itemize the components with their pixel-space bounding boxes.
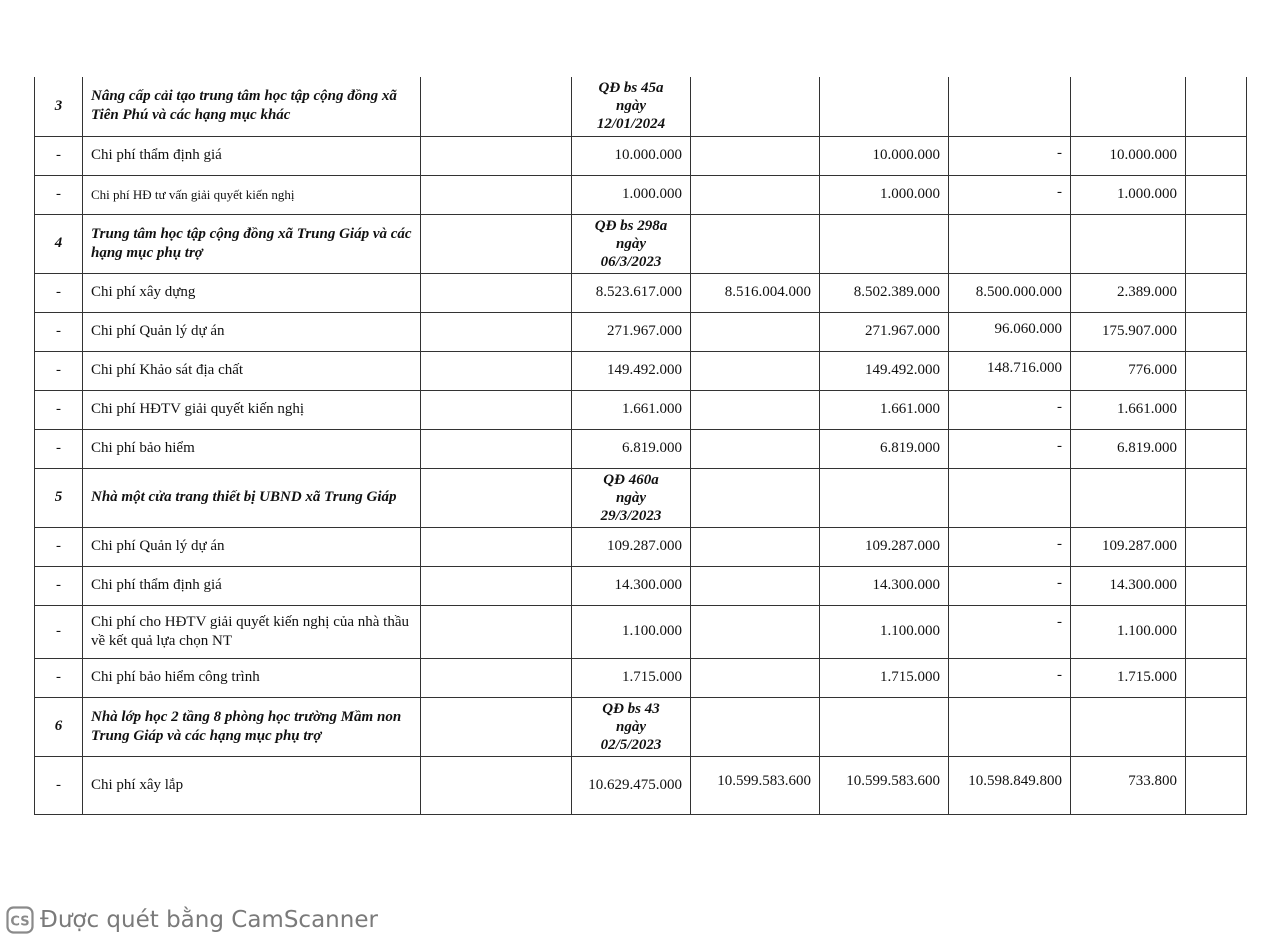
value-col-4: 148.716.000 [949, 351, 1071, 390]
row-stt: - [35, 273, 83, 312]
decision-ref: QĐ bs 45a ngày 12/01/2024 [572, 77, 691, 136]
row-item-name: Chi phí xây lắp [83, 756, 421, 814]
table-row [35, 429, 1247, 468]
table-row [35, 77, 1247, 136]
value-col-4: - [949, 527, 1071, 566]
value-col-4: - [949, 605, 1071, 658]
value-col-3: 10.599.583.600 [820, 756, 949, 814]
row-item-name: Nâng cấp cải tạo trung tâm học tập cộng đồng xã Tiên Phú và các hạng mục khác [83, 77, 421, 136]
row-stt: - [35, 312, 83, 351]
value-col-4: - [949, 658, 1071, 697]
row-stt: - [35, 390, 83, 429]
value-col-1: 1.000.000 [572, 175, 691, 214]
table-row [35, 605, 1247, 658]
value-col-3: 10.000.000 [820, 136, 949, 175]
value-col-3: 149.492.000 [820, 351, 949, 390]
table-row [35, 658, 1247, 697]
value-col-3: 1.100.000 [820, 605, 949, 658]
value-col-3: 109.287.000 [820, 527, 949, 566]
row-stt: - [35, 351, 83, 390]
value-col-2 [691, 605, 820, 658]
value-col-2: 8.516.004.000 [691, 273, 820, 312]
value-col-3: 1.715.000 [820, 658, 949, 697]
table-row [35, 697, 1247, 756]
value-col-1: 1.661.000 [572, 390, 691, 429]
value-col-2 [691, 136, 820, 175]
value-col-4: 96.060.000 [949, 312, 1071, 351]
value-col-5: 1.715.000 [1071, 658, 1186, 697]
value-col-4: - [949, 390, 1071, 429]
table-row [35, 351, 1247, 390]
value-col-2 [691, 390, 820, 429]
row-stt: - [35, 527, 83, 566]
row-stt: 5 [35, 468, 83, 527]
value-col-2: 10.599.583.600 [691, 756, 820, 814]
value-col-1: 10.000.000 [572, 136, 691, 175]
decision-ref: QĐ bs 43 ngày 02/5/2023 [572, 697, 691, 756]
value-col-2 [691, 351, 820, 390]
row-stt: - [35, 136, 83, 175]
value-col-1: 6.819.000 [572, 429, 691, 468]
table-row [35, 312, 1247, 351]
svg-text:CS: CS [10, 914, 30, 930]
value-col-2 [691, 312, 820, 351]
row-item-name: Trung tâm học tập cộng đồng xã Trung Giáp và các hạng mục phụ trợ [83, 214, 421, 273]
value-col-1: 1.100.000 [572, 605, 691, 658]
value-col-5: 1.661.000 [1071, 390, 1186, 429]
value-col-1: 109.287.000 [572, 527, 691, 566]
value-col-1: 8.523.617.000 [572, 273, 691, 312]
value-col-2 [691, 429, 820, 468]
value-col-5: 776.000 [1071, 351, 1186, 390]
value-col-1: 1.715.000 [572, 658, 691, 697]
table-row [35, 566, 1247, 605]
row-item-name: Chi phí Quản lý dự án [83, 312, 421, 351]
camscanner-logo-icon [6, 906, 34, 934]
watermark-text: Được quét bằng CamScanner [40, 907, 378, 933]
value-col-4: - [949, 566, 1071, 605]
value-col-5: 1.000.000 [1071, 175, 1186, 214]
value-col-5: 14.300.000 [1071, 566, 1186, 605]
value-col-2 [691, 527, 820, 566]
row-item-name: Chi phí HĐTV giải quyết kiến nghị [83, 390, 421, 429]
row-item-name: Nhà một cửa trang thiết bị UBND xã Trung Giáp [83, 468, 421, 527]
row-item-name: Chi phí thẩm định giá [83, 136, 421, 175]
value-col-5: 6.819.000 [1071, 429, 1186, 468]
value-col-4: - [949, 175, 1071, 214]
value-col-5: 175.907.000 [1071, 312, 1186, 351]
row-stt: - [35, 756, 83, 814]
value-col-3: 6.819.000 [820, 429, 949, 468]
row-stt: - [35, 429, 83, 468]
row-stt: - [35, 175, 83, 214]
row-stt: 3 [35, 77, 83, 136]
value-col-3: 1.661.000 [820, 390, 949, 429]
row-item-name: Nhà lớp học 2 tầng 8 phòng học trường Mầm non Trung Giáp và các hạng mục phụ trợ [83, 697, 421, 756]
value-col-4: - [949, 136, 1071, 175]
value-col-1: 10.629.475.000 [572, 756, 691, 814]
value-col-3: 8.502.389.000 [820, 273, 949, 312]
row-item-name: Chi phí cho HĐTV giải quyết kiến nghị của nhà thầu về kết quả lựa chọn NT [83, 605, 421, 658]
row-item-name: Chi phí thẩm định giá [83, 566, 421, 605]
empty-cell [421, 77, 572, 136]
value-col-5: 10.000.000 [1071, 136, 1186, 175]
row-stt: - [35, 658, 83, 697]
table-row [35, 175, 1247, 214]
value-col-2 [691, 566, 820, 605]
row-item-name: Chi phí bảo hiểm [83, 429, 421, 468]
row-stt: 6 [35, 697, 83, 756]
row-item-name: Chi phí HĐ tư vấn giải quyết kiến nghị [83, 175, 421, 214]
value-col-4: 10.598.849.800 [949, 756, 1071, 814]
value-col-1: 149.492.000 [572, 351, 691, 390]
value-col-1: 271.967.000 [572, 312, 691, 351]
value-col-5: 2.389.000 [1071, 273, 1186, 312]
value-col-4: - [949, 429, 1071, 468]
value-col-3: 1.000.000 [820, 175, 949, 214]
table-row [35, 468, 1247, 527]
row-item-name: Chi phí bảo hiểm công trình [83, 658, 421, 697]
row-item-name: Chi phí Khảo sát địa chất [83, 351, 421, 390]
row-item-name: Chi phí Quản lý dự án [83, 527, 421, 566]
value-col-5: 733.800 [1071, 756, 1186, 814]
table-row [35, 756, 1247, 814]
budget-table [34, 77, 1247, 815]
value-col-5: 109.287.000 [1071, 527, 1186, 566]
value-col-3: 271.967.000 [820, 312, 949, 351]
camscanner-watermark [6, 905, 378, 935]
table-row [35, 390, 1247, 429]
table-row [35, 527, 1247, 566]
value-col-1: 14.300.000 [572, 566, 691, 605]
value-col-3: 14.300.000 [820, 566, 949, 605]
row-stt: 4 [35, 214, 83, 273]
value-col-5: 1.100.000 [1071, 605, 1186, 658]
value-col-2 [691, 175, 820, 214]
decision-ref: QĐ bs 298a ngày 06/3/2023 [572, 214, 691, 273]
row-stt: - [35, 605, 83, 658]
value-col-2 [691, 658, 820, 697]
decision-ref: QĐ 460a ngày 29/3/2023 [572, 468, 691, 527]
table-row [35, 136, 1247, 175]
value-col-4: 8.500.000.000 [949, 273, 1071, 312]
row-item-name: Chi phí xây dựng [83, 273, 421, 312]
row-stt: - [35, 566, 83, 605]
table-row [35, 273, 1247, 312]
table-row [35, 214, 1247, 273]
